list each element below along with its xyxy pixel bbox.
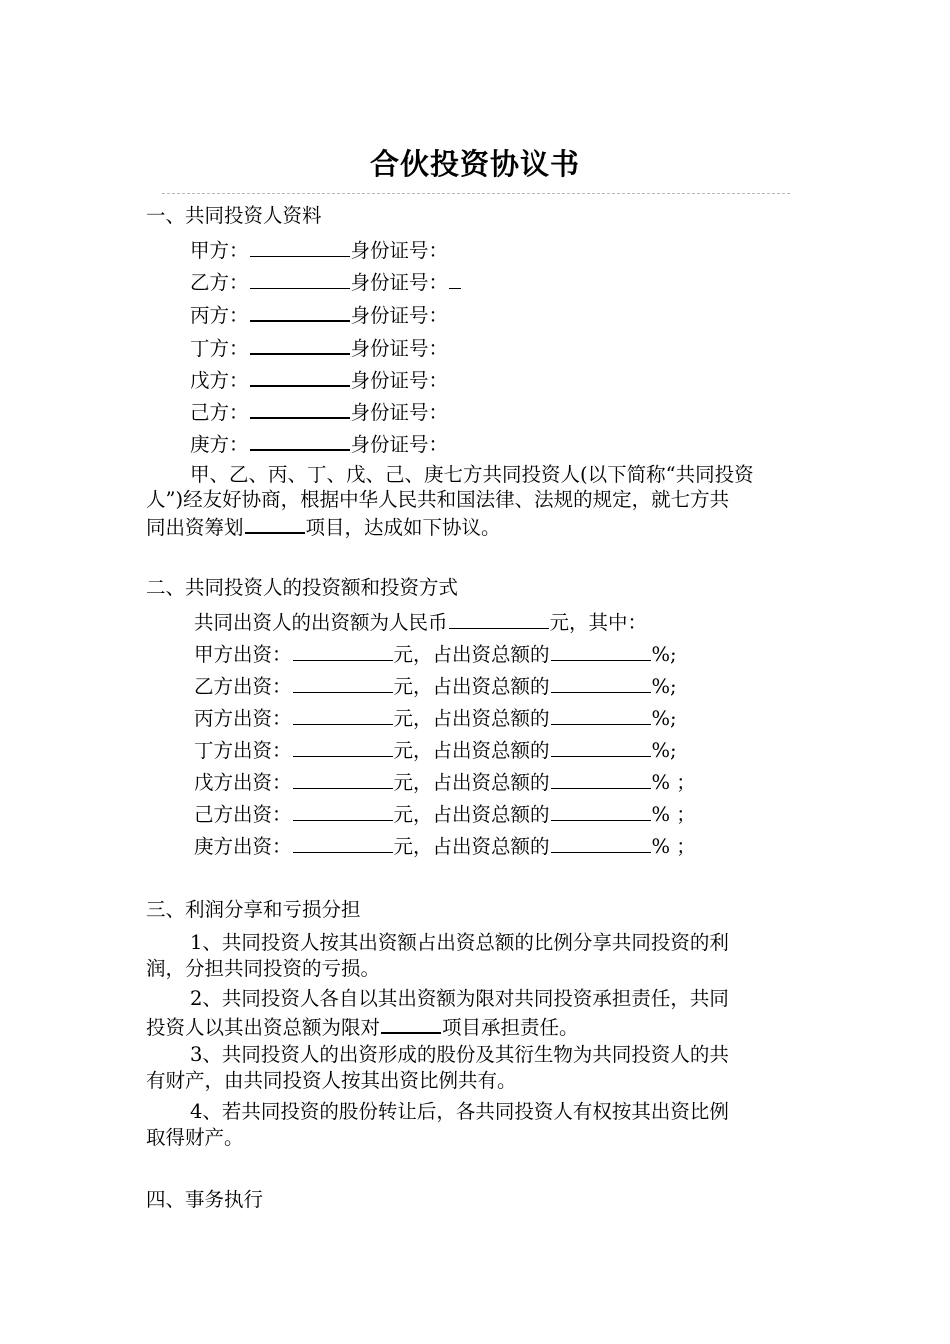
- contribution-label: 己方出资：: [194, 803, 292, 826]
- paragraph-text: 项目承担责任。: [442, 1016, 579, 1039]
- contribution-row: [194, 736, 677, 764]
- contribution-row: [194, 800, 696, 828]
- id-blank[interactable]: [449, 268, 461, 289]
- paragraph-line: 取得财产。: [146, 1126, 244, 1149]
- total-label: 共同出资人的出资额为人民币: [194, 611, 448, 634]
- percent-blank[interactable]: [551, 640, 651, 661]
- contribution-end: %;: [651, 707, 677, 730]
- amount-blank[interactable]: [293, 800, 393, 821]
- party-row: [190, 268, 462, 296]
- id-label: 身份证号：: [350, 239, 449, 262]
- percent-blank[interactable]: [551, 736, 651, 757]
- amount-blank[interactable]: [293, 768, 393, 789]
- contribution-row: [194, 704, 677, 732]
- amount-blank[interactable]: [293, 672, 393, 693]
- party-row: [190, 429, 448, 458]
- party-label: 庚方：: [190, 433, 249, 456]
- name-blank[interactable]: [250, 236, 350, 257]
- paragraph-line: [146, 512, 501, 541]
- paragraph-text: 项目，达成如下协议。: [305, 516, 501, 539]
- contribution-end: %;: [651, 643, 677, 666]
- amount-blank[interactable]: [293, 640, 393, 661]
- contribution-end: % ；: [651, 835, 696, 858]
- id-label: 身份证号：: [350, 433, 449, 456]
- contribution-label: 乙方出资：: [194, 675, 292, 698]
- paragraph-line: 4、若共同投资的股份转让后，各共同投资人有权按其出资比例: [190, 1100, 729, 1123]
- document-title: 合伙投资协议书: [369, 147, 580, 181]
- contribution-row: [194, 832, 696, 860]
- party-row: [190, 365, 448, 394]
- party-label: 戊方：: [190, 369, 249, 392]
- contribution-row: [194, 768, 696, 796]
- amount-blank[interactable]: [293, 736, 393, 757]
- name-blank[interactable]: [250, 268, 350, 289]
- contribution-mid: 元，占出资总额的: [393, 835, 550, 858]
- percent-blank[interactable]: [551, 800, 651, 821]
- percent-blank[interactable]: [551, 672, 651, 693]
- total-amount-blank[interactable]: [449, 608, 549, 629]
- party-label: 丙方：: [190, 304, 249, 327]
- project-blank[interactable]: [245, 512, 305, 534]
- contribution-row: [194, 672, 677, 700]
- section4-heading: 四、事务执行: [146, 1188, 264, 1211]
- id-label: 身份证号：: [350, 304, 449, 327]
- amount-blank[interactable]: [293, 832, 393, 853]
- contribution-label: 甲方出资：: [194, 643, 292, 666]
- paragraph-line: 润，分担共同投资的亏损。: [146, 957, 381, 980]
- contribution-end: %;: [651, 675, 677, 698]
- contribution-label: 戊方出资：: [194, 771, 292, 794]
- percent-blank[interactable]: [551, 704, 651, 725]
- name-blank[interactable]: [250, 429, 350, 451]
- total-amount-row: [194, 608, 647, 636]
- contribution-end: % ；: [651, 803, 696, 826]
- contribution-label: 丁方出资：: [194, 739, 292, 762]
- paragraph-text: 同出资筹划: [146, 516, 244, 539]
- id-label: 身份证号：: [350, 369, 449, 392]
- contribution-mid: 元，占出资总额的: [393, 643, 550, 666]
- paragraph-line: 人”)经友好协商，根据中华人民共和国法律、法规的规定，就七方共: [146, 488, 730, 511]
- party-row: [190, 397, 448, 426]
- paragraph-text: 投资人以其出资总额为限对: [146, 1016, 381, 1039]
- party-label: 乙方：: [190, 271, 249, 294]
- party-label: 丁方：: [190, 337, 249, 360]
- paragraph-line: 2、共同投资人各自以其出资额为限对共同投资承担责任，共同: [190, 987, 729, 1010]
- contribution-end: % ；: [651, 771, 696, 794]
- name-blank[interactable]: [250, 365, 350, 387]
- id-label: 身份证号：: [350, 337, 449, 360]
- section1-heading: 一、共同投资人资料: [146, 204, 322, 227]
- project-blank[interactable]: [381, 1012, 441, 1034]
- id-label: 身份证号：: [350, 271, 449, 294]
- paragraph-line: 3、共同投资人的出资形成的股份及其衍生物为共同投资人的共: [190, 1043, 729, 1066]
- contribution-label: 丙方出资：: [194, 707, 292, 730]
- total-suffix: 元，其中：: [549, 611, 648, 634]
- percent-blank[interactable]: [551, 832, 651, 853]
- paragraph-line: [146, 1012, 579, 1041]
- party-label: 己方：: [190, 401, 249, 424]
- contribution-end: %;: [651, 739, 677, 762]
- contribution-mid: 元，占出资总额的: [393, 739, 550, 762]
- name-blank[interactable]: [250, 333, 350, 355]
- party-row: [190, 333, 448, 362]
- party-label: 甲方：: [190, 239, 249, 262]
- name-blank[interactable]: [250, 397, 350, 419]
- contribution-label: 庚方出资：: [194, 835, 292, 858]
- id-label: 身份证号：: [350, 401, 449, 424]
- name-blank[interactable]: [250, 300, 350, 322]
- party-row: [190, 236, 448, 264]
- paragraph-line: 有财产，由共同投资人按其出资比例共有。: [146, 1069, 517, 1092]
- contribution-mid: 元，占出资总额的: [393, 675, 550, 698]
- contribution-mid: 元，占出资总额的: [393, 771, 550, 794]
- contribution-mid: 元，占出资总额的: [393, 803, 550, 826]
- contribution-row: [194, 640, 677, 668]
- paragraph-line: 1、共同投资人按其出资额占出资总额的比例分享共同投资的利: [190, 931, 729, 954]
- percent-blank[interactable]: [551, 768, 651, 789]
- party-row: [190, 300, 448, 329]
- paragraph-line: 甲、乙、丙、丁、戊、己、庚七方共同投资人(以下简称“共同投资: [190, 463, 754, 486]
- contribution-mid: 元，占出资总额的: [393, 707, 550, 730]
- section3-heading: 三、利润分享和亏损分担: [146, 898, 361, 921]
- section2-heading: 二、共同投资人的投资额和投资方式: [146, 576, 459, 599]
- title-divider: [162, 193, 790, 194]
- amount-blank[interactable]: [293, 704, 393, 725]
